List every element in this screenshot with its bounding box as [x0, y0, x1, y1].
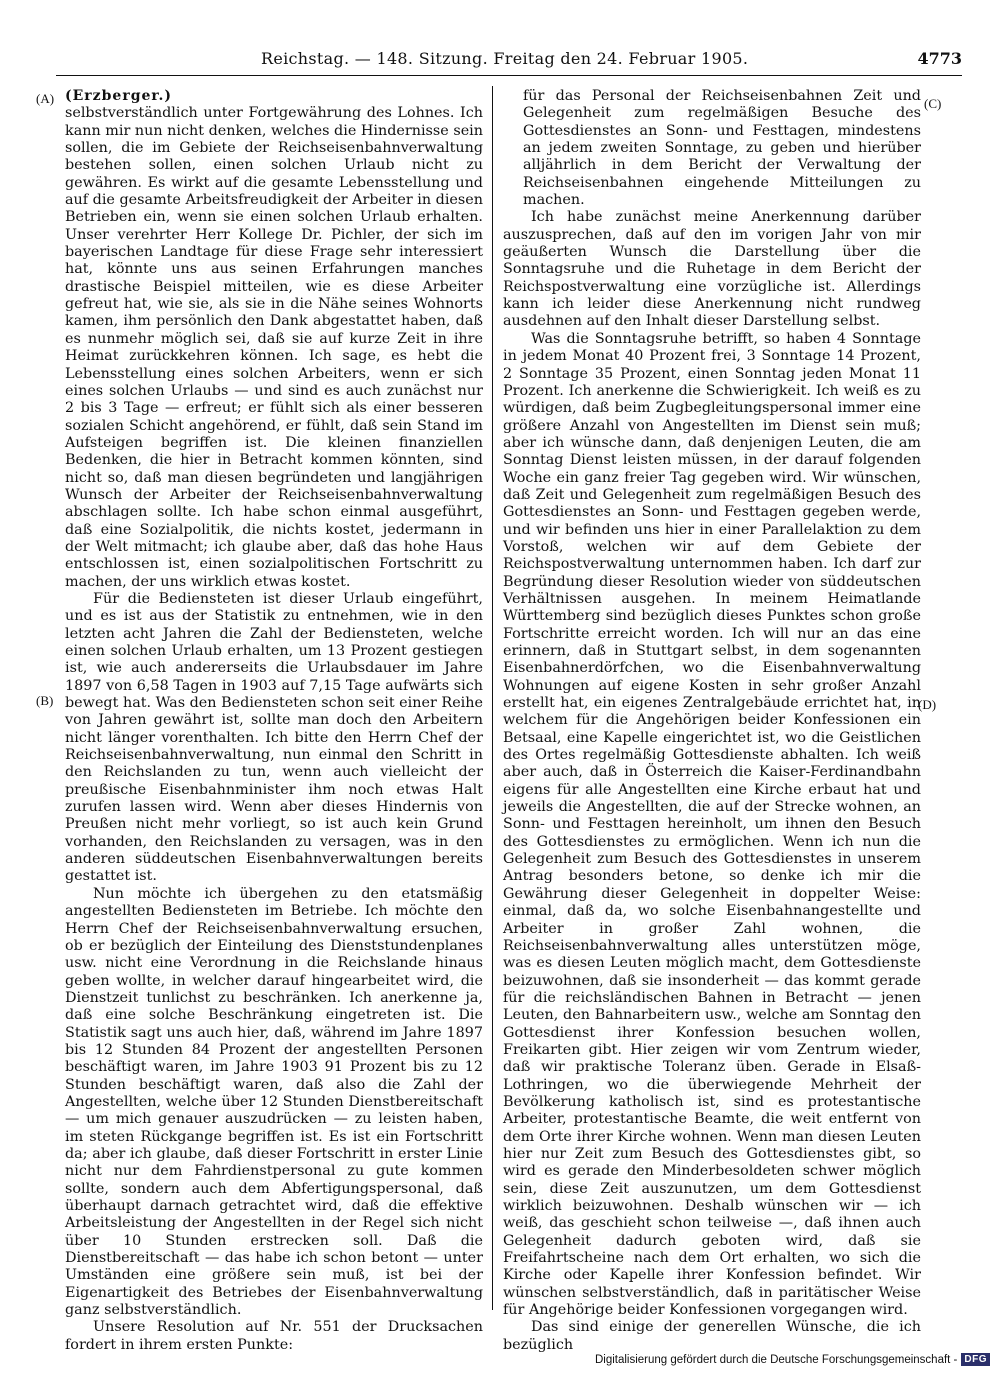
- footer: [595, 1353, 990, 1366]
- page-header: [56, 44, 962, 76]
- margin-marker-d: (D): [918, 697, 937, 712]
- left-column: [65, 88, 483, 1354]
- speaker-name: (Erzberger.): [65, 88, 172, 104]
- margin-marker-b: (B): [36, 693, 54, 708]
- dfg-logo: DFG: [961, 1353, 990, 1366]
- margin-marker-c: (C): [924, 96, 942, 111]
- paragraph: Nun möchte ich übergehen zu den etatsmäßig angestellten Bediensteten im Betriebe. Ich möchte den Herrn Chef der Reichseisenbahnverwaltung ersuchen, ob er bezüglich der Einteilung des Dienststundenplanes usw. nicht eine Verordnung in die Reichslande hinaus geben wollte, in welcher darauf hingearbeitet wird, die Dienstzeit tunlichst zu beschränken. Ich anerkenne ja, daß eine solche Beschränkung eingetreten ist. Die Statistik sagt uns auch hier, daß, während im Jahre 1897 bis 12 Stunden 84 Prozent der angestellten Personen beschäftigt waren, im Jahre 1903 91 Prozent bis zu 12 Stunden beschäftigt waren, daß also die Zahl der Angestellten, welche über 12 Stunden Dienstbereitschaft — um mich genauer auszudrücken — zu leisten haben, im steten Rückgange begriffen ist. Es ist ein Fortschritt da; aber ich glaube, daß dieser Fortschritt in erster Linie nicht nur dem Fahrdienstpersonal zu gute kommen sollte, sondern auch dem Abfertigungspersonal, daß überhaupt darnach getrachtet wird, daß die effektive Arbeitsleistung der Angestellten in der Regel sich nicht über 10 Stunden erstrecken soll. Daß die Dienstbereitschaft — das habe ich schon betont — unter Umständen eine größere sein muß, ist bei der Eigenartigkeit des Betriebes der Eisenbahnverwaltung ganz selbstverständlich.: [65, 885, 483, 1319]
- footer-text: Digitalisierung gefördert durch die Deutsche Forschungsgemeinschaft -: [594, 1353, 958, 1366]
- paragraph: Das sind einige der generellen Wünsche, die ich bezüglich: [503, 1319, 921, 1353]
- column-divider: [492, 86, 493, 1310]
- paragraph: selbstverständlich unter Fortgewährung des Lohnes. Ich kann mir nun nicht denken, welches die Hindernisse sein sollen, die im Gebiete der Reichseisenbahnverwaltung bestehen sollen, einen solchen Urlaub nicht zu gewähren. Es wirkt auf die gesamte Lebensstellung und auf die gesamte Arbeitsfreudigkeit der Arbeiter in diesen Betrieben ein, wenn sie einen solchen Urlaub erhalten. Unser verehrter Herr Kollege Dr. Pichler, der sich im bayerischen Landtage für diese Frage sehr interessiert hat, könnte uns aus seinen Erfahrungen manches drastische Beispiel mitteilen, wie es diese Arbeiter gefreut hat, wie sie, als sie in die Nähe seines Wohnorts kamen, ihm persönlich den Dank abgestattet haben, daß es nunmehr möglich sei, daß sie auf kurze Zeit in ihre Heimat zurückkehren können. Ich sage, es hebt die Lebensstellung eines solchen Arbeiters, wenn er sich eines solchen Urlaubs — und sind es auch zunächst nur 2 bis 3 Tage — erfreut; er fühlt sich als einer besseren sozialen Schicht angehörend, er fühlt, daß sein Stand im Aufsteigen begriffen ist. Die kleinen finanziellen Bedenken, die hier in Betracht kommen könnten, sind nicht so, daß man diesen begründeten und langjährigen Wunsch der Arbeiter der Reichseisenbahnverwaltung abschlagen sollte. Ich habe schon einmal ausgeführt, daß eine Sozialpolitik, die nichts kostet, jedermann in der Welt mitmacht; ich glaube aber, daß das hohe Haus entschlossen ist, einen sozialpolitischen Fortschritt zu machen, der uns wirklich etwas kostet.: [65, 105, 484, 590]
- paragraph: Ich habe zunächst meine Anerkennung darüber auszusprechen, daß auf den im vorigen Jahr von mir geäußerten Wunsch die Darstellung über die Sonntagsruhe und die Ruhetage in dem Bericht der Reichspostverwaltung eine vorzügliche ist. Allerdings kann ich leider diese Anerkennung nicht rundweg ausdehnen auf den Inhalt dieser Darstellung selbst.: [503, 209, 921, 330]
- margin-marker-a: (A): [36, 91, 55, 106]
- header-title: Reichstag. — 148. Sitzung. Freitag den 24. Februar 1905.: [261, 49, 749, 68]
- paragraph: Für die Bediensteten ist dieser Urlaub eingeführt, und es ist aus der Statistik zu entnehmen, wie in den letzten acht Jahren die Zahl der Bediensteten, welche einen solchen Urlaub erhalten, um 13 Prozent gestiegen ist, wie auch andererseits die Urlaubsdauer im Jahre 1897 von 6,58 Tagen in 1903 auf 7,15 Tage aufwärts sich bewegt hat. Was den Bediensteten schon seit einer Reihe von Jahren gewährt ist, sollte man doch den Arbeitern nicht länger vorenthalten. Ich bitte den Herrn Chef der Reichseisenbahnverwaltung, nun einmal den Schritt in den Reichslanden zu tun, wenn auch vielleicht der preußische Eisenbahnminister ihm noch etwas Halt zurufen lassen wird. Wenn aber dieses Hindernis von Preußen nicht mehr vorliegt, so ist auch kein Grund vorhanden, den Reichslanden zu versagen, was in den anderen süddeutschen Eisenbahnverwaltungen bereits gestattet ist.: [65, 590, 483, 885]
- resolution-quote: für das Personal der Reichseisenbahnen Zeit und Gelegenheit zum regelmäßigen Besuche des Gottesdienstes an Sonn- und Festtagen, mindestens an jedem zweiten Sonntage, zu geben und hierüber alljährlich in dem Bericht der Verwaltung der Reichseisenbahnen eingehende Mitteilungen zu machen.: [523, 88, 921, 209]
- page-number: 4773: [917, 49, 962, 68]
- right-column: [503, 88, 921, 1354]
- paragraph: Unsere Resolution auf Nr. 551 der Drucksachen fordert in ihrem ersten Punkte:: [65, 1319, 483, 1353]
- paragraph: Was die Sonntagsruhe betrifft, so haben 4 Sonntage in jedem Monat 40 Prozent frei, 3 Sonntage 14 Prozent, 2 Sonntage 35 Prozent, einen Sonntag jeden Monat 11 Prozent. Ich anerkenne die Schwierigkeit. Ich weiß es zu würdigen, daß beim Zugbegleitungspersonal immer eine größere Anzahl von Angestellten im Dienst sein muß; aber ich wünsche dann, daß denjenigen Leuten, die am Sonntag Dienst leisten müssen, in der darauf folgenden Woche ein ganz freier Tag gegeben wird. Wir wünschen, daß Zeit und Gelegenheit zum regelmäßigen Besuch des Gottesdienstes an Sonn- und Festtagen gegeben werde, und wir befinden uns hier in einer Parallelaktion zu dem Vorstoß, welchen wir auf dem Gebiete der Reichspostverwaltung unternommen haben. Ich darf zur Begründung dieser Resolution wieder von süddeutschen Verhältnissen ausgehen. In meinem Heimatlande Württemberg sind bezüglich dieses Punktes schon große Fortschritte erreicht worden. Ich will nur an das eine erinnern, daß in Stuttgart selbst, in dem sogenannten Eisenbahnerdörfchen, wo die Eisenbahnverwaltung Wohnungen auf eigene Kosten in sehr großer Anzahl erstellt hat, ein eigenes Zentralgebäude errichtet hat, in welchem für die Angehörigen beider Konfessionen ein Betsaal, eine Kapelle eingerichtet ist, wo die Geistlichen des Ortes regelmäßig Gottesdienste abhalten. Ich weiß aber auch, daß in Österreich die Kaiser-Ferdinandbahn eigens für alle Angestellten eine Kirche erbaut hat und jeweils die Angestellten, die auf der Strecke wohnen, an Sonn- und Festtagen hereinholt, um ihnen den Besuch des Gottesdienstes zu ermöglichen. Wenn ich nun die Gelegenheit zum Besuch des Gottesdienstes in unserem Antrag besonders betone, so denke ich mir die Gewährung dieser Gelegenheit in doppelter Weise: einmal, daß da, wo solche Eisenbahnangestellte und Arbeiter in großer Zahl wohnen, die Reichseisenbahnverwaltung alles unterstützen möge, was es diesen Leuten möglich macht, dem Gottesdienste beizuwohnen, daß sie insonderheit — das kommt gerade für die reichsländischen Bahnen in Betracht — jenen Leuten, den Bahnarbeitern usw., welche am Sonntag den Gottesdienst ihrer Konfession besuchen wollen, Freikarten gibt. Hier zeigen wir vom Zentrum wieder, daß wir praktische Toleranz üben. Gerade in Elsaß-Lothringen, wo die überwiegende Mehrheit der Bevölkerung katholisch ist, sind es protestantische Arbeiter, protestantische Beamte, die weit entfernt von dem Orte ihrer Kirche wohnen. Wenn man diesen Leuten hier nur Zeit zum Besuch des Gottesdienstes gibt, so wird es gerade den Minderbesoldeten schwer möglich sein, diese Zeit auszunutzen, um dem Gottesdienst wirklich beizuwohnen. Deshalb wünschen wir — ich weiß, das geschieht schon teilweise —, daß ihnen auch Gelegenheit dadurch geboten wird, daß sie Freifahrtscheine nach dem Ort erhalten, wo sich die Kirche oder Kapelle ihrer Konfession befindet. Wir wünschen selbstverständlich, daß in paritätischer Weise für Angehörige beider Konfessionen vorgegangen wird.: [503, 330, 921, 1319]
